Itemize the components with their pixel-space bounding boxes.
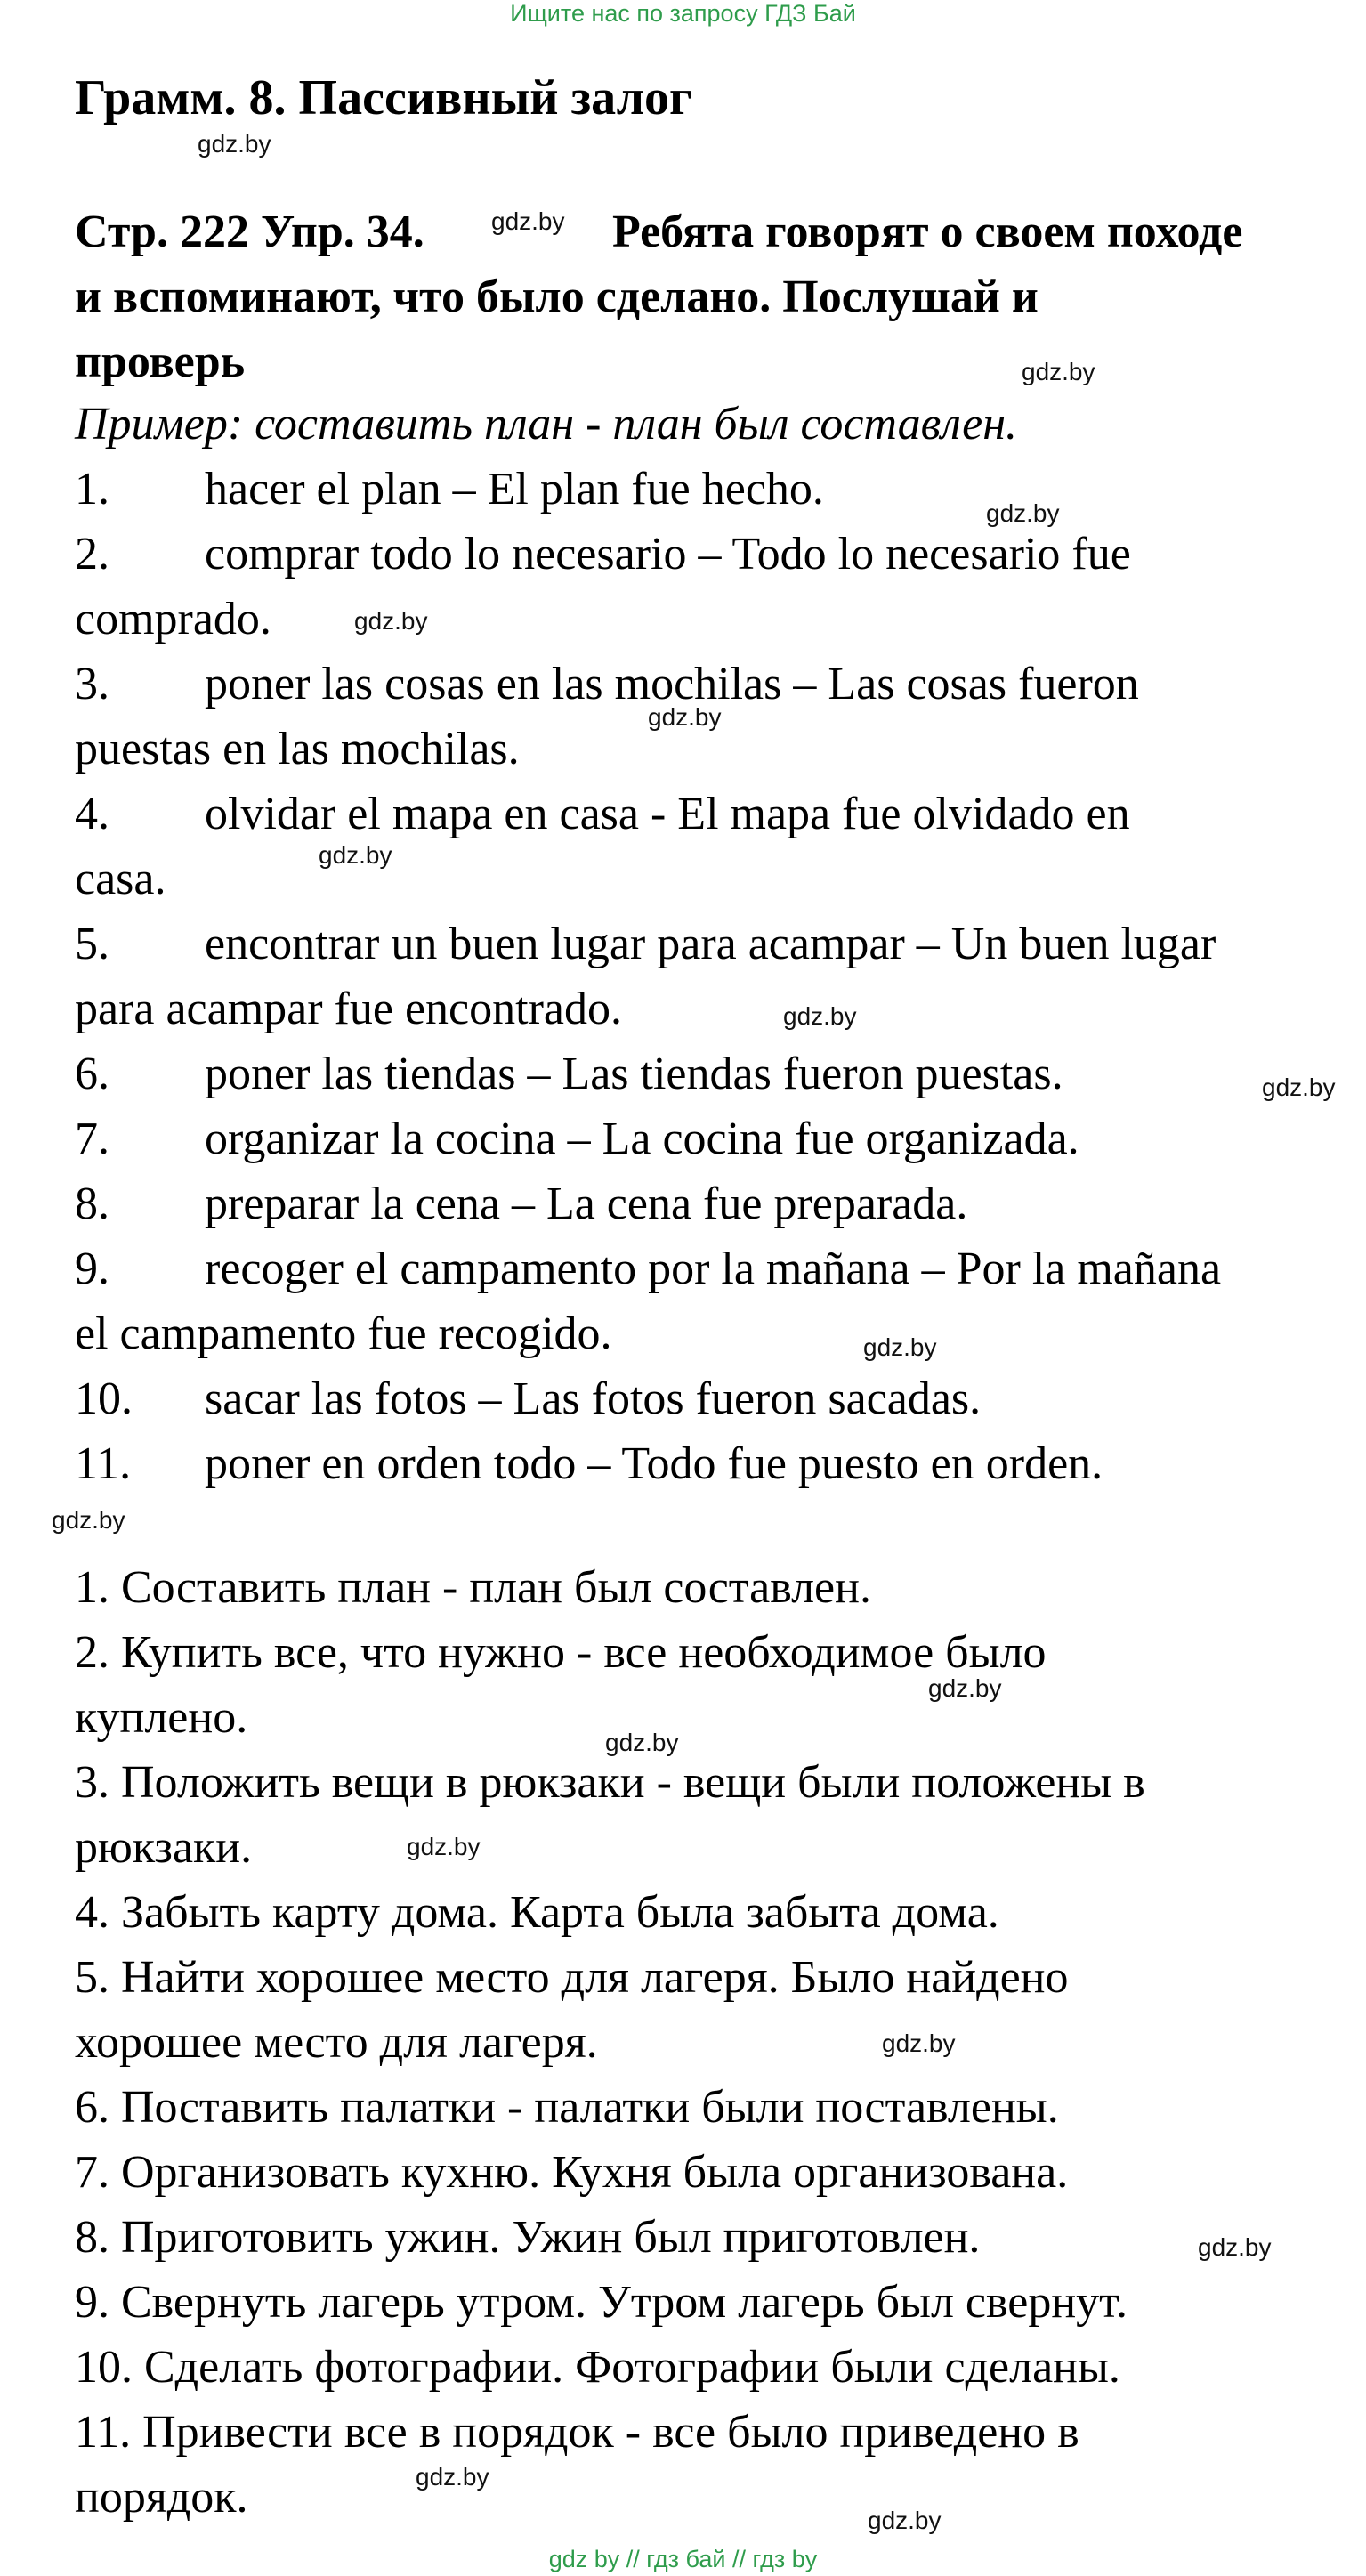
watermark: gdz.by [882, 2029, 956, 2057]
spanish-item-9-cont: el campamento fue recogido. [75, 1308, 612, 1359]
item-text: poner en orden todo – Todo fue puesto en orden. [205, 1438, 1103, 1489]
russian-item-9: 9. Свернуть лагерь утром. Утром лагерь был свернут. [75, 2277, 1128, 2328]
item-number: 7. [75, 1114, 109, 1164]
item-text: poner las tiendas – Las tiendas fueron puestas. [205, 1049, 1063, 1099]
spanish-item-1 [75, 461, 824, 518]
russian-item-2-cont: куплено. [75, 1692, 248, 1743]
watermark: gdz.by [198, 130, 271, 158]
spanish-item-3 [75, 656, 1139, 713]
watermark: gdz.by [407, 1833, 481, 1860]
item-number: 1. [75, 464, 109, 514]
item-text: hacer el plan – El plan fue hecho. [205, 464, 824, 514]
russian-item-3: 3. Положить вещи в рюкзаки - вещи были положены в [75, 1757, 1145, 1808]
item-number: 11. [75, 1438, 132, 1489]
item-number: 10. [75, 1373, 133, 1424]
spanish-item-9 [75, 1241, 1221, 1298]
top-banner-link[interactable]: Ищите нас по запросу ГДЗ Бай [510, 0, 856, 27]
russian-item-8: 8. Приготовить ужин. Ужин был приготовлен. [75, 2212, 981, 2263]
watermark: gdz.by [1022, 358, 1095, 385]
watermark: gdz.by [491, 207, 565, 235]
spanish-item-4 [75, 786, 1130, 843]
watermark: gdz.by [1262, 1073, 1336, 1101]
page-title: Грамм. 8. Пассивный залог [75, 70, 692, 126]
watermark: gdz.by [416, 2463, 489, 2491]
item-number: 2. [75, 529, 109, 579]
example-line: Пример: составить план - план был составлен. [75, 399, 1018, 450]
item-text: organizar la cocina – La cocina fue organizada. [205, 1114, 1079, 1164]
russian-item-11-cont: порядок. [75, 2472, 248, 2523]
spanish-item-2-cont: comprado. [75, 594, 271, 644]
watermark: gdz.by [648, 703, 722, 731]
spanish-item-11 [75, 1436, 1103, 1493]
item-text: preparar la cena – La cena fue preparada. [205, 1179, 968, 1229]
spanish-item-4-cont: casa. [75, 854, 166, 904]
spanish-item-2 [75, 526, 1131, 583]
spanish-item-7 [75, 1111, 1079, 1168]
spanish-item-5 [75, 916, 1216, 973]
task-reference: Стр. 222 Упр. 34. [75, 207, 424, 257]
russian-item-3-cont: рюкзаки. [75, 1822, 253, 1873]
russian-item-10: 10. Сделать фотографии. Фотографии были сделаны. [75, 2342, 1120, 2393]
watermark: gdz.by [354, 607, 428, 635]
item-number: 5. [75, 919, 109, 969]
item-number: 9. [75, 1243, 109, 1294]
russian-item-4: 4. Забыть карту дома. Карта была забыта дома. [75, 1887, 999, 1938]
russian-item-5-cont: хорошее место для лагеря. [75, 2017, 598, 2068]
spanish-item-3-cont: puestas en las mochilas. [75, 724, 520, 774]
russian-item-2: 2. Купить все, что нужно - все необходимое было [75, 1627, 1047, 1678]
item-text: olvidar el mapa en casa - El mapa fue olvidado en [205, 789, 1130, 839]
item-number: 3. [75, 659, 109, 709]
watermark: gdz.by [928, 1674, 1002, 1702]
item-text: recoger el campamento por la mañana – Por la mañana [205, 1243, 1222, 1294]
russian-item-6: 6. Поставить палатки - палатки были поставлены. [75, 2082, 1059, 2133]
russian-item-7: 7. Организовать кухню. Кухня была организована. [75, 2147, 1069, 2198]
watermark: gdz.by [868, 2507, 942, 2534]
task-text-line-2: и вспоминают, что было сделано. Послушай и [75, 271, 1039, 322]
russian-item-11: 11. Привести все в порядок - все было приведено в [75, 2407, 1079, 2458]
task-text-line-3: проверь [75, 336, 246, 387]
item-number: 8. [75, 1179, 109, 1229]
watermark: gdz.by [319, 841, 392, 869]
watermark: gdz.by [605, 1729, 679, 1756]
spanish-item-5-cont: para acampar fue encontrado. [75, 984, 622, 1034]
item-text: poner las cosas en las mochilas – Las cosas fueron [205, 659, 1139, 709]
watermark: gdz.by [986, 499, 1060, 527]
watermark: gdz.by [52, 1506, 125, 1534]
item-text: comprar todo lo necesario – Todo lo necesario fue [205, 529, 1131, 579]
footer-links[interactable]: gdz by // гдз бай // гдз by [548, 2546, 818, 2572]
task-text-line-1: Ребята говорят о своем походе [612, 207, 1243, 257]
item-number: 4. [75, 789, 109, 839]
spanish-item-6 [75, 1046, 1063, 1103]
russian-item-1: 1. Составить план - план был составлен. [75, 1562, 871, 1613]
spanish-item-8 [75, 1176, 967, 1233]
watermark: gdz.by [1198, 2233, 1272, 2261]
russian-item-5: 5. Найти хорошее место для лагеря. Было найдено [75, 1952, 1069, 2003]
watermark: gdz.by [863, 1333, 937, 1361]
watermark: gdz.by [783, 1002, 857, 1030]
item-number: 6. [75, 1049, 109, 1099]
item-text: encontrar un buen lugar para acampar – Un buen lugar [205, 919, 1216, 969]
spanish-item-10 [75, 1371, 981, 1428]
item-text: sacar las fotos – Las fotos fueron sacadas. [205, 1373, 982, 1424]
